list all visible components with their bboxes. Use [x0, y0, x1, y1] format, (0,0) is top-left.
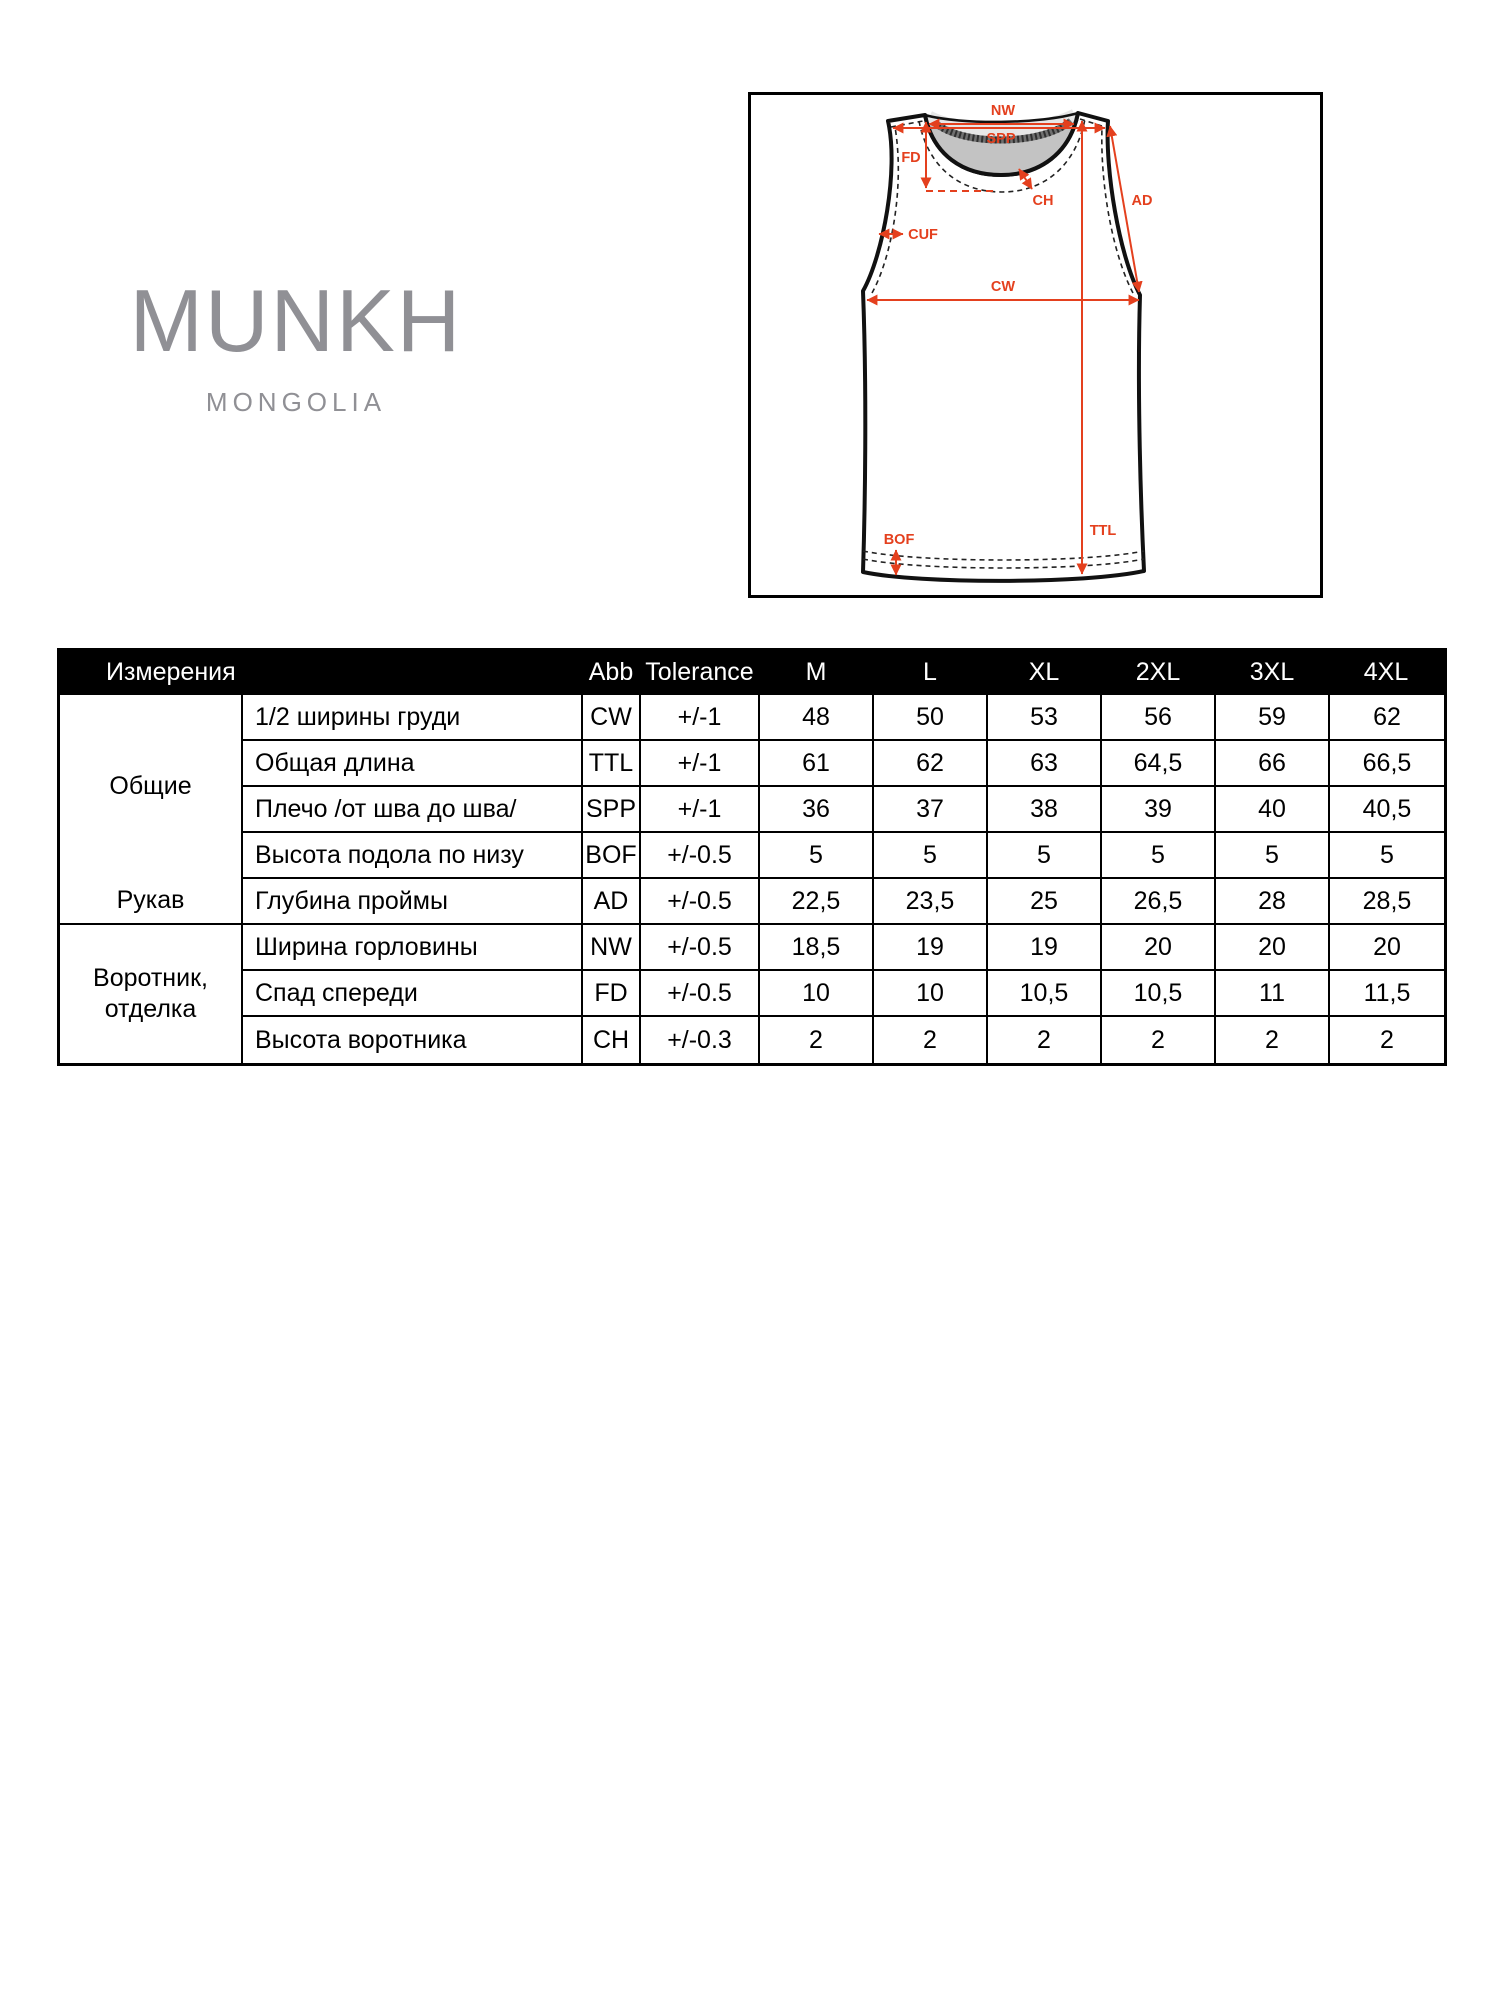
- value-xl: 53: [988, 695, 1102, 741]
- value-3xl: 11: [1216, 971, 1330, 1017]
- value-xl: 38: [988, 787, 1102, 833]
- row-tolerance: +/-0.3: [641, 1017, 760, 1063]
- label-spp: SPP: [986, 131, 1016, 147]
- value-m: 61: [760, 741, 874, 787]
- value-2xl: 2: [1102, 1017, 1216, 1063]
- value-2xl: 10,5: [1102, 971, 1216, 1017]
- label-ad: AD: [1131, 193, 1153, 209]
- value-4xl: 5: [1330, 833, 1444, 879]
- row-abb: CH: [583, 1017, 641, 1063]
- value-3xl: 66: [1216, 741, 1330, 787]
- label-ch: CH: [1032, 193, 1054, 209]
- value-xl: 10,5: [988, 971, 1102, 1017]
- value-m: 36: [760, 787, 874, 833]
- value-2xl: 64,5: [1102, 741, 1216, 787]
- row-abb: TTL: [583, 741, 641, 787]
- value-m: 48: [760, 695, 874, 741]
- row-name: Высота подола по низу: [243, 833, 583, 879]
- group-label-sleeve: Рукав: [116, 885, 185, 914]
- group-label-general: Общие: [109, 771, 192, 800]
- value-2xl: 26,5: [1102, 879, 1216, 925]
- row-name: Глубина проймы: [243, 879, 583, 925]
- header-measurements: Измерения: [60, 651, 583, 695]
- value-3xl: 59: [1216, 695, 1330, 741]
- row-abb: FD: [583, 971, 641, 1017]
- row-tolerance: +/-0.5: [641, 879, 760, 925]
- header-tolerance: Tolerance: [641, 651, 760, 695]
- value-m: 10: [760, 971, 874, 1017]
- value-3xl: 2: [1216, 1017, 1330, 1063]
- value-2xl: 56: [1102, 695, 1216, 741]
- row-name: Спад спереди: [243, 971, 583, 1017]
- row-abb: BOF: [583, 833, 641, 879]
- group-label-collar-2: отделка: [104, 995, 197, 1023]
- tank-top-diagram: [751, 95, 1320, 595]
- row-tolerance: +/-1: [641, 787, 760, 833]
- row-abb: SPP: [583, 787, 641, 833]
- label-ttl: TTL: [1089, 523, 1117, 539]
- row-tolerance: +/-0.5: [641, 971, 760, 1017]
- value-l: 5: [874, 833, 988, 879]
- value-l: 10: [874, 971, 988, 1017]
- row-name: Ширина горловины: [243, 925, 583, 971]
- value-xl: 19: [988, 925, 1102, 971]
- row-tolerance: +/-1: [641, 741, 760, 787]
- row-tolerance: +/-1: [641, 695, 760, 741]
- value-3xl: 20: [1216, 925, 1330, 971]
- value-m: 2: [760, 1017, 874, 1063]
- label-bof: BOF: [883, 532, 915, 548]
- header-abb: Abb: [583, 651, 641, 695]
- row-name: Плечо /от шва до шва/: [243, 787, 583, 833]
- value-l: 2: [874, 1017, 988, 1063]
- row-name: Высота воротника: [243, 1017, 583, 1063]
- brand-region: MONGOLIA: [205, 387, 387, 417]
- value-2xl: 20: [1102, 925, 1216, 971]
- row-name: Общая длина: [243, 741, 583, 787]
- value-4xl: 11,5: [1330, 971, 1444, 1017]
- garment-diagram-frame: [748, 92, 1323, 598]
- size-table: [57, 648, 1447, 1066]
- label-fd: FD: [901, 150, 921, 166]
- value-3xl: 28: [1216, 879, 1330, 925]
- brand-name: MUNKH: [129, 271, 463, 370]
- value-xl: 25: [988, 879, 1102, 925]
- value-xl: 2: [988, 1017, 1102, 1063]
- row-tolerance: +/-0.5: [641, 925, 760, 971]
- row-abb: AD: [583, 879, 641, 925]
- header-size-4xl: 4XL: [1330, 651, 1444, 695]
- value-2xl: 5: [1102, 833, 1216, 879]
- value-l: 50: [874, 695, 988, 741]
- header-size-l: L: [874, 651, 988, 695]
- garment-outline: [863, 113, 1144, 581]
- value-l: 37: [874, 787, 988, 833]
- label-nw: NW: [990, 103, 1016, 119]
- header-size-3xl: 3XL: [1216, 651, 1330, 695]
- value-m: 18,5: [760, 925, 874, 971]
- value-4xl: 62: [1330, 695, 1444, 741]
- value-m: 5: [760, 833, 874, 879]
- label-cw: CW: [990, 279, 1016, 295]
- row-tolerance: +/-0.5: [641, 833, 760, 879]
- row-abb: NW: [583, 925, 641, 971]
- value-4xl: 40,5: [1330, 787, 1444, 833]
- header-size-2xl: 2XL: [1102, 651, 1216, 695]
- value-l: 19: [874, 925, 988, 971]
- row-name: 1/2 ширины груди: [243, 695, 583, 741]
- value-4xl: 66,5: [1330, 741, 1444, 787]
- group-cell-general-sleeve: [60, 695, 243, 925]
- value-xl: 5: [988, 833, 1102, 879]
- value-4xl: 28,5: [1330, 879, 1444, 925]
- value-2xl: 39: [1102, 787, 1216, 833]
- value-l: 23,5: [874, 879, 988, 925]
- value-4xl: 2: [1380, 1025, 1394, 1054]
- value-4xl: 20: [1330, 925, 1444, 971]
- group-cell-collar: [60, 925, 243, 1063]
- value-3xl: 40: [1216, 787, 1330, 833]
- value-3xl: 5: [1216, 833, 1330, 879]
- value-l: 62: [874, 741, 988, 787]
- header-size-xl: XL: [988, 651, 1102, 695]
- value-xl: 63: [988, 741, 1102, 787]
- group-label-collar-1: Воротник,: [93, 963, 208, 992]
- brand-logo: [125, 271, 467, 418]
- row-abb: CW: [583, 695, 641, 741]
- header-size-m: M: [760, 651, 874, 695]
- value-m: 22,5: [760, 879, 874, 925]
- label-cuf: CUF: [908, 227, 938, 243]
